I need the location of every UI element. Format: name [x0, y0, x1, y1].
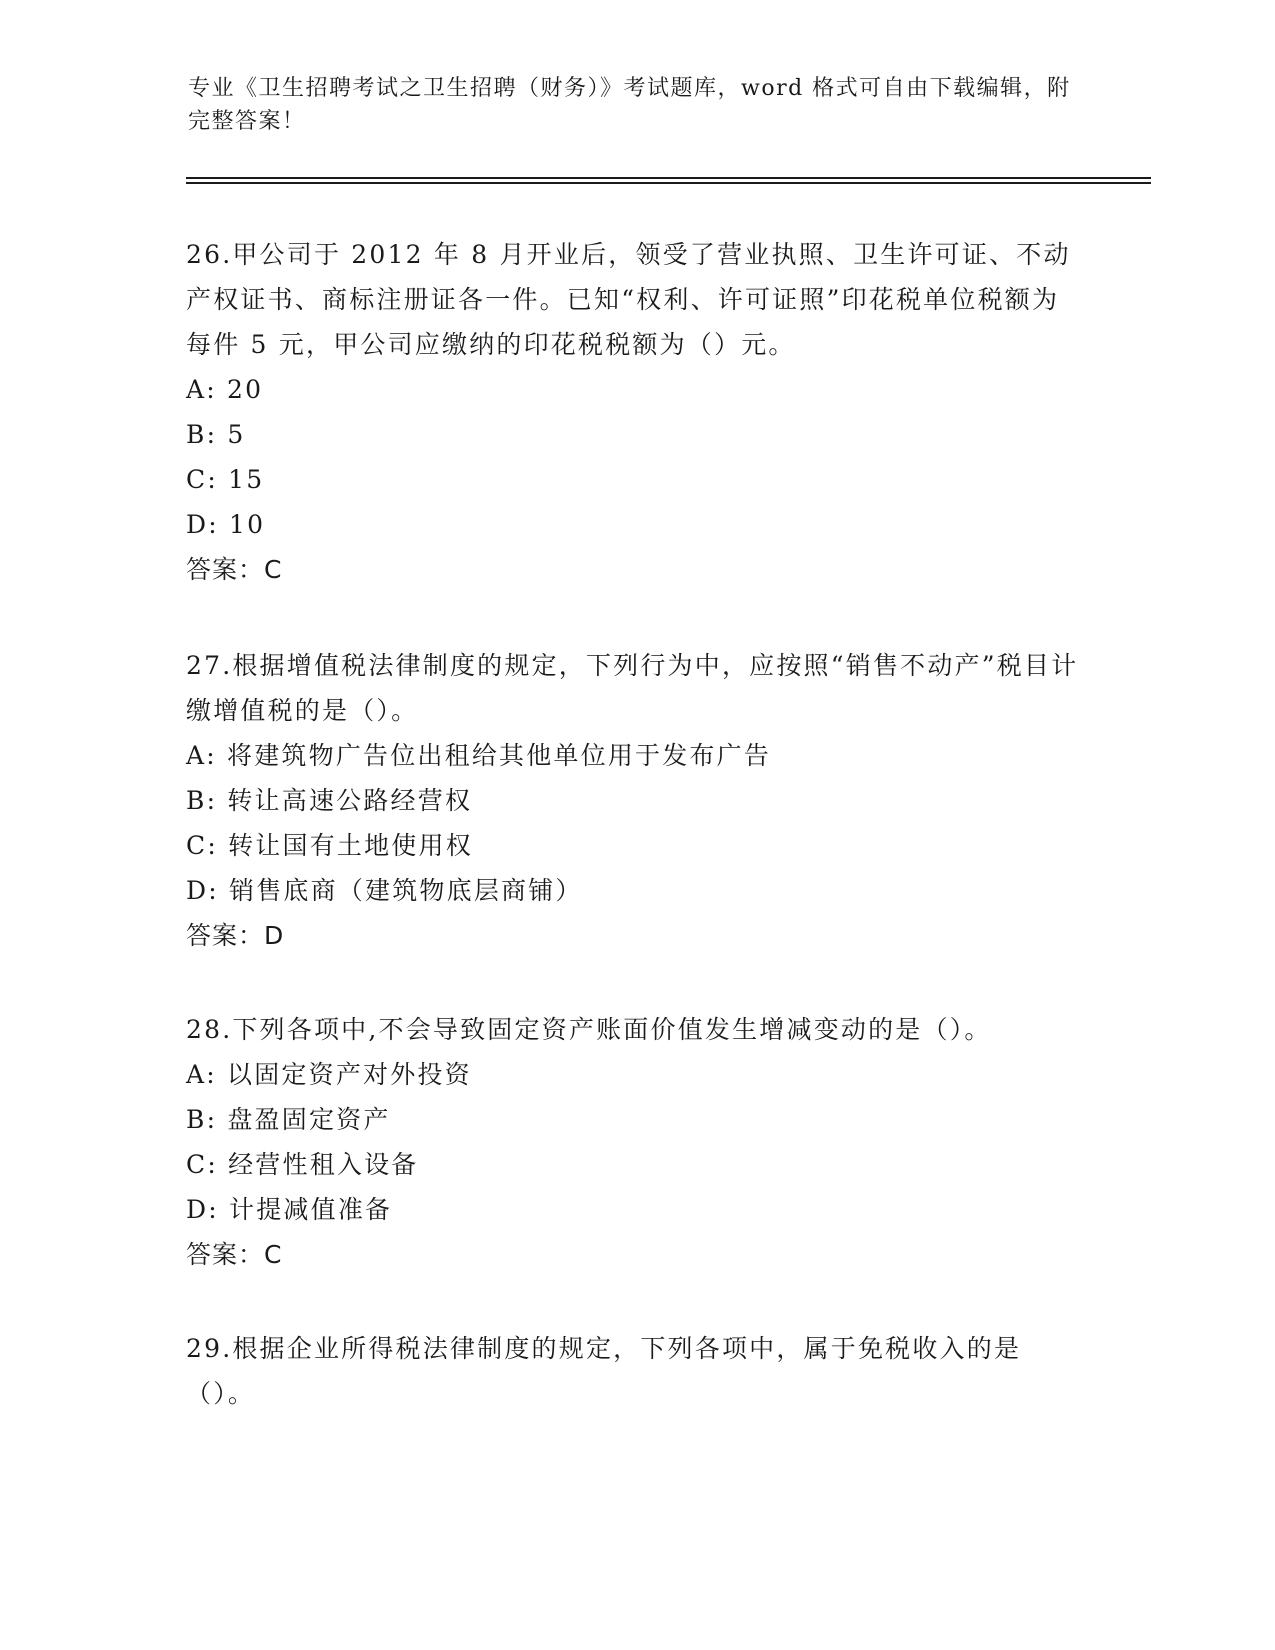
option-b: B: 5 — [186, 420, 246, 449]
answer: 答案：C — [186, 555, 283, 584]
option-d: D: 计提减值准备 — [186, 1195, 393, 1224]
question-text: 26.甲公司于 2012 年 8 月开业后，领受了营业执照、卫生许可证、不动产权证书、商标注册证各一件。已知“权利、许可证照”印花税单位税额为每件 5 元，甲公司应缴纳的印花税税额为（）元。 — [186, 240, 1071, 359]
option-list — [186, 733, 1086, 913]
question-text: 28.下列各项中,不会导致固定资产账面价值发生增减变动的是（）。 — [186, 1015, 992, 1044]
question-27 — [186, 643, 1086, 958]
option-a: A: 以固定资产对外投资 — [186, 1060, 472, 1089]
option-c: C: 15 — [186, 465, 265, 494]
question-text: 29.根据企业所得税法律制度的规定，下列各项中，属于免税收入的是（）。 — [186, 1334, 1022, 1408]
document-header: 专业《卫生招聘考试之卫生招聘（财务）》考试题库，word 格式可自由下载编辑，附完整答案！ — [188, 76, 1071, 134]
option-list — [186, 1052, 1086, 1232]
option-b: B: 盘盈固定资产 — [186, 1105, 391, 1134]
question-26 — [186, 232, 1086, 592]
option-a: A: 20 — [186, 375, 264, 404]
option-b: B: 转让高速公路经营权 — [186, 786, 473, 815]
option-list — [186, 367, 1086, 547]
header-rule-bottom — [186, 182, 1151, 184]
option-a: A: 将建筑物广告位出租给其他单位用于发布广告 — [186, 741, 772, 770]
option-d: D: 10 — [186, 510, 266, 539]
answer: 答案：D — [186, 921, 285, 950]
question-text: 27.根据增值税法律制度的规定，下列行为中，应按照“销售不动产”税目计缴增值税的是（）。 — [186, 651, 1079, 725]
option-d: D: 销售底商（建筑物底层商铺） — [186, 876, 583, 905]
question-29 — [186, 1326, 1086, 1416]
option-c: C: 转让国有土地使用权 — [186, 831, 473, 860]
header-rule-top — [186, 177, 1151, 179]
option-c: C: 经营性租入设备 — [186, 1150, 419, 1179]
answer: 答案：C — [186, 1240, 283, 1269]
question-28 — [186, 1007, 1086, 1277]
